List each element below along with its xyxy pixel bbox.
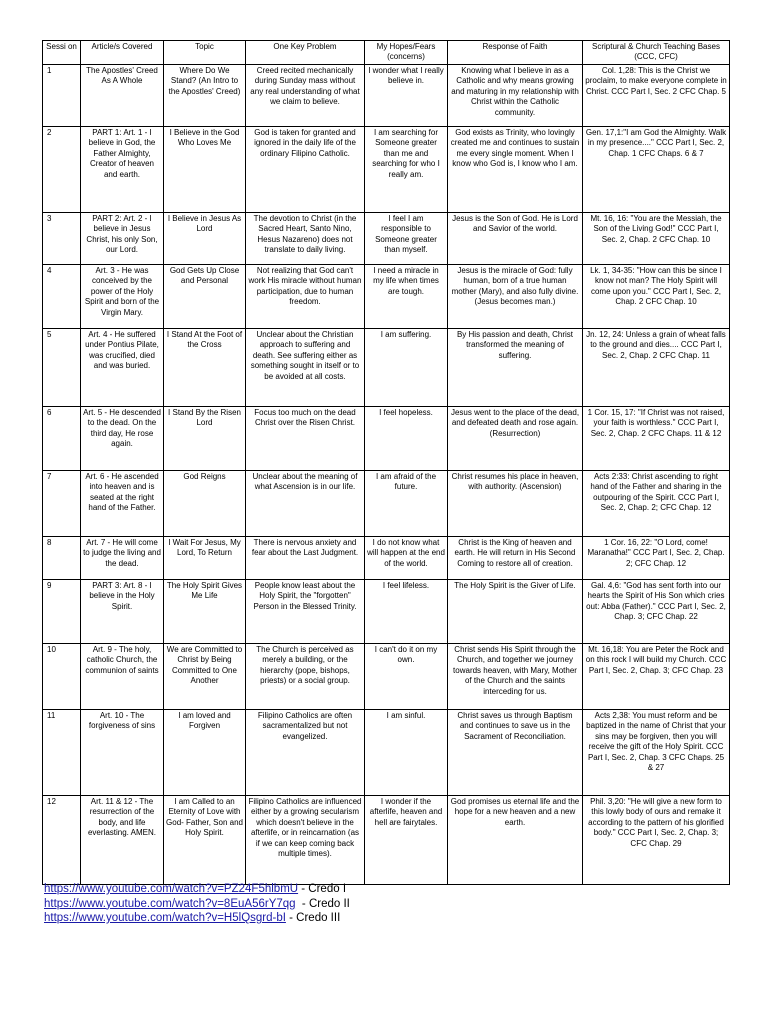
cell-session: 4 — [43, 265, 81, 329]
cell-scriptural-bases: Gal. 4,6: "God has sent forth into our hearts the Spirit of His Son which cries out: Abba (Father)." CCC Part I, Sec. 2, Chap. 3; CFC Chap. 22 — [583, 580, 730, 644]
cell-scriptural-bases: Jn. 12, 24: Unless a grain of wheat falls to the ground and dies.... CCC Part I, Sec. 2, Chap. 2 CFC Chap. 11 — [583, 329, 730, 407]
cell-hopes-fears: I feel hopeless. — [365, 407, 448, 471]
cell-response-of-faith: Christ saves us through Baptism and continues to save us in the Sacrament of Reconciliation. — [448, 710, 583, 796]
cell-scriptural-bases: Acts 2,38: You must reform and be baptized in the name of Christ that your sins may be forgiven, then you will receive the gift of the Holy Spirit. CCC Part I, Sec. 2, Chap. 3 CFC Chaps. 25 & 27 — [583, 710, 730, 796]
cell-response-of-faith: Jesus went to the place of the dead, and defeated death and rose again. (Resurrection) — [448, 407, 583, 471]
table-row — [43, 796, 730, 885]
cell-articles: PART 2: Art. 2 - I believe in Jesus Christ, his only Son, our Lord. — [81, 213, 164, 265]
cell-session: 5 — [43, 329, 81, 407]
cell-response-of-faith: By His passion and death, Christ transformed the meaning of suffering. — [448, 329, 583, 407]
cell-hopes-fears: I wonder what I really believe in. — [365, 65, 448, 127]
cell-scriptural-bases: Lk. 1, 34-35: "How can this be since I know not man? The Holy Spirit will come upon you." CCC Part I, Sec. 2, Chap. 2 CFC Chap. 10 — [583, 265, 730, 329]
cell-hopes-fears: I need a miracle in my life when times are tough. — [365, 265, 448, 329]
cell-session: 11 — [43, 710, 81, 796]
cell-hopes-fears: I wonder if the afterlife, heaven and hell are fairytales. — [365, 796, 448, 885]
header-response-of-faith: Response of Faith — [448, 41, 583, 65]
cell-scriptural-bases: Col. 1,28: This is the Christ we proclaim, to make everyone complete in Christ. CCC Part I, Sec. 2 CFC Chap. 5 — [583, 65, 730, 127]
table-row — [43, 265, 730, 329]
cell-articles: Art. 7 - He will come to judge the living and the dead. — [81, 537, 164, 580]
cell-articles: PART 3: Art. 8 - I believe in the Holy Spirit. — [81, 580, 164, 644]
header-hopes-fears: My Hopes/Fears (concerns) — [365, 41, 448, 65]
video-link-line — [44, 897, 744, 912]
table-row — [43, 471, 730, 537]
cell-topic: I am loved and Forgiven — [164, 710, 246, 796]
cell-topic: I Stand By the Risen Lord — [164, 407, 246, 471]
cell-scriptural-bases: Mt. 16,18: You are Peter the Rock and on this rock I will build my Church. CCC Part I, Sec. 2, Chap. 3; CFC Chap. 23 — [583, 644, 730, 710]
table-row — [43, 644, 730, 710]
cell-session: 6 — [43, 407, 81, 471]
cell-articles: PART 1: Art. 1 - I believe in God, the Father Almighty, Creator of heaven and earth. — [81, 127, 164, 213]
cell-key-problem: Unclear about the Christian approach to suffering and death. See suffering either as something sought in itself or to be avoided at all costs. — [246, 329, 365, 407]
video-link-label: - Credo I — [298, 883, 347, 895]
cell-topic: I Believe in Jesus As Lord — [164, 213, 246, 265]
video-link-label: - Credo II — [295, 897, 350, 910]
cell-hopes-fears: I am searching for Someone greater than me and searching for who I really am. — [365, 127, 448, 213]
cell-topic: We are Committed to Christ by Being Committed to One Another — [164, 644, 246, 710]
cell-topic: The Holy Spirit Gives Me Life — [164, 580, 246, 644]
cell-articles: Art. 10 - The forgiveness of sins — [81, 710, 164, 796]
table-row — [43, 407, 730, 471]
cell-session: 8 — [43, 537, 81, 580]
table-row — [43, 537, 730, 580]
table-row — [43, 329, 730, 407]
cell-articles: The Apostles' Creed As A Whole — [81, 65, 164, 127]
cell-key-problem: Filipino Catholics are influenced either by a growing secularism which doesn't believe in the afterlife, or in reincarnation (as if we can keep coming back multiple times). — [246, 796, 365, 885]
header-key-problem: One Key Problem — [246, 41, 365, 65]
cell-key-problem: Focus too much on the dead Christ over the Risen Christ. — [246, 407, 365, 471]
header-session: Sessi on — [43, 41, 81, 65]
cell-topic: Where Do We Stand? (An Intro to the Apostles' Creed) — [164, 65, 246, 127]
header-articles: Article/s Covered — [81, 41, 164, 65]
cell-session: 2 — [43, 127, 81, 213]
cell-articles: Art. 5 - He descended to the dead. On the third day, He rose again. — [81, 407, 164, 471]
table-row — [43, 65, 730, 127]
cell-hopes-fears: I feel lifeless. — [365, 580, 448, 644]
table-row — [43, 710, 730, 796]
cell-session: 3 — [43, 213, 81, 265]
cell-session: 1 — [43, 65, 81, 127]
cell-response-of-faith: God exists as Trinity, who lovingly created me and continues to sustain me every single moment. When I know who God is, I know who I am. — [448, 127, 583, 213]
video-link-label: - Credo III — [285, 912, 341, 924]
cell-topic: God Reigns — [164, 471, 246, 537]
cell-scriptural-bases: Gen. 17,1:"I am God the Almighty. Walk in my presence...." CCC Part I, Sec. 2, Chap. 1 CFC Chaps. 6 & 7 — [583, 127, 730, 213]
cell-topic: I Believe in the God Who Loves Me — [164, 127, 246, 213]
cell-topic: God Gets Up Close and Personal — [164, 265, 246, 329]
video-link-line — [44, 882, 744, 897]
cell-scriptural-bases: 1 Cor. 16, 22: "O Lord, come! Maranatha!" CCC Part I, Sec. 2, Chap. 2; CFC Chap. 12 — [583, 537, 730, 580]
cell-key-problem: God is taken for granted and ignored in the daily life of the ordinary Filipino Catholic. — [246, 127, 365, 213]
cell-topic: I Wait For Jesus, My Lord, To Return — [164, 537, 246, 580]
cell-response-of-faith: Christ is the King of heaven and earth. He will return in His Second Coming to restore all of creation. — [448, 537, 583, 580]
table-row — [43, 580, 730, 644]
cell-key-problem: There is nervous anxiety and fear about the Last Judgment. — [246, 537, 365, 580]
video-link-line — [44, 911, 744, 926]
table-row — [43, 127, 730, 213]
cell-hopes-fears: I can't do it on my own. — [365, 644, 448, 710]
cell-hopes-fears: I feel I am responsible to Someone greater than myself. — [365, 213, 448, 265]
cell-hopes-fears: I do not know what will happen at the end of the world. — [365, 537, 448, 580]
cell-session: 12 — [43, 796, 81, 885]
cell-key-problem: Not realizing that God can't work His miracle without human participation, due to human freedom. — [246, 265, 365, 329]
video-link[interactable]: https://www.youtube.com/watch?v=8EuA56rY7qg — [44, 897, 296, 910]
cell-scriptural-bases: Phil. 3,20: "He will give a new form to this lowly body of ours and remake it according to the pattern of his glorified body." CCC Part I, Sec. 2, Chap. 3; CFC Chap. 29 — [583, 796, 730, 885]
cell-topic: I am Called to an Eternity of Love with God- Father, Son and Holy Spirit. — [164, 796, 246, 885]
cell-topic: I Stand At the Foot of the Cross — [164, 329, 246, 407]
cell-articles: Art. 11 & 12 - The resurrection of the body, and life everlasting. AMEN. — [81, 796, 164, 885]
cell-session: 9 — [43, 580, 81, 644]
cell-key-problem: People know least about the Holy Spirit, the "forgotten" Person in the Blessed Trinity. — [246, 580, 365, 644]
cell-articles: Art. 3 - He was conceived by the power of the Holy Spirit and born of the Virgin Mary. — [81, 265, 164, 329]
cell-scriptural-bases: Mt. 16, 16: "You are the Messiah, the Son of the Living God!" CCC Part I, Sec. 2, Chap. 2 CFC Chap. 10 — [583, 213, 730, 265]
cell-session: 7 — [43, 471, 81, 537]
video-links — [44, 882, 744, 926]
cell-articles: Art. 4 - He suffered under Pontius Pilate, was crucified, died and was buried. — [81, 329, 164, 407]
cell-scriptural-bases: 1 Cor. 15, 17: "If Christ was not raised, your faith is worthless." CCC Part I, Sec. 2, Chap. 2 CFC Chaps. 11 & 12 — [583, 407, 730, 471]
video-link[interactable]: https://www.youtube.com/watch?v=H5lQsgrd-bI — [44, 912, 286, 924]
cell-response-of-faith: God promises us eternal life and the hope for a new heaven and a new earth. — [448, 796, 583, 885]
cell-response-of-faith: Christ sends His Spirit through the Church, and together we journey towards heaven, with Mary, Mother of the Church and the saints interceding for us. — [448, 644, 583, 710]
header-topic: Topic — [164, 41, 246, 65]
cell-hopes-fears: I am sinful. — [365, 710, 448, 796]
cell-key-problem: Creed recited mechanically during Sunday mass without any real understanding of what we claim to believe. — [246, 65, 365, 127]
cell-key-problem: Filipino Catholics are often sacramentalized but not evangelized. — [246, 710, 365, 796]
table-header-row — [43, 41, 730, 65]
cell-response-of-faith: Jesus is the miracle of God: fully human, born of a true human mother (Mary), and also fully divine. (Jesus becomes man.) — [448, 265, 583, 329]
cell-response-of-faith: The Holy Spirit is the Giver of Life. — [448, 580, 583, 644]
cell-response-of-faith: Knowing what I believe in as a Catholic and why means growing and maturing in my relationship with Christ within the Catholic community. — [448, 65, 583, 127]
table-row — [43, 213, 730, 265]
header-scriptural-bases: Scriptural & Church Teaching Bases (CCC, CFC) — [583, 41, 730, 65]
creed-sessions-table — [42, 40, 730, 885]
cell-articles: Art. 9 - The holy, catholic Church, the communion of saints — [81, 644, 164, 710]
cell-hopes-fears: I am suffering. — [365, 329, 448, 407]
cell-response-of-faith: Christ resumes his place in heaven, with authority. (Ascension) — [448, 471, 583, 537]
cell-articles: Art. 6 - He ascended into heaven and is seated at the right hand of the Father. — [81, 471, 164, 537]
video-link[interactable]: https://www.youtube.com/watch?v=PZ24F5hlbmU — [44, 883, 299, 895]
cell-key-problem: The Church is perceived as merely a building, or the hierarchy (pope, bishops, priests) or a social group. — [246, 644, 365, 710]
cell-scriptural-bases: Acts 2:33: Christ ascending to right hand of the Father and sharing in the outpouring of the Spirit. CCC Part I, Sec. 2, Chap. 2; CFC Chap. 12 — [583, 471, 730, 537]
cell-session: 10 — [43, 644, 81, 710]
cell-key-problem: The devotion to Christ (in the Sacred Heart, Santo Nino, Hesus Nazareno) does not translate to daily living. — [246, 213, 365, 265]
cell-key-problem: Unclear about the meaning of what Ascension is in our life. — [246, 471, 365, 537]
cell-response-of-faith: Jesus is the Son of God. He is Lord and Savior of the world. — [448, 213, 583, 265]
cell-hopes-fears: I am afraid of the future. — [365, 471, 448, 537]
